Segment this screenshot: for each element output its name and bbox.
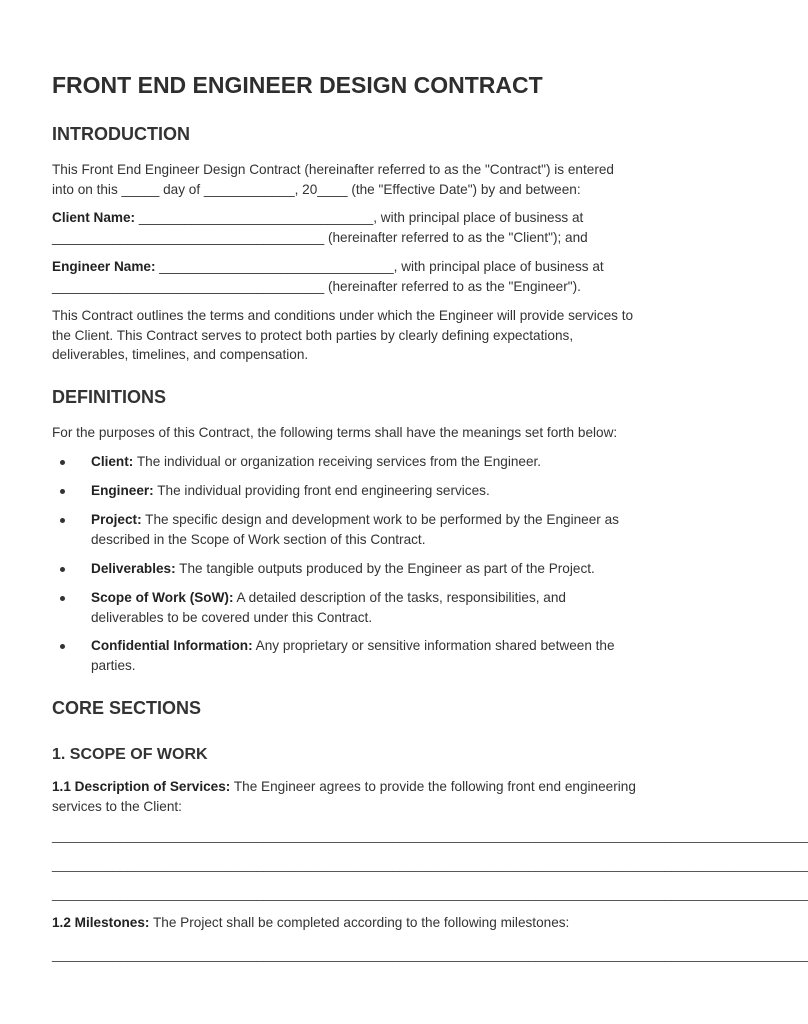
core-sections-heading: CORE SECTIONS [52,698,202,718]
description-of-services-text: The Engineer agrees to provide the following front end engineering [230,779,636,794]
engineer-name-label: Engineer Name: [52,259,156,274]
description-of-services-label: 1.1 Description of Services: [52,779,231,794]
client-name-line-2: ____________________________________ (hereinafter referred to as the "Client"); and [52,229,588,245]
bullet-icon [60,644,65,649]
bullet-icon [60,489,65,494]
bullet-icon [60,596,65,601]
definition-term: Project: [91,512,142,527]
definition-term: Confidential Information: [91,638,253,653]
services-blank-line-3: ____________________________________________________________________________________________________ [52,886,808,901]
outline-text-line-2: the Client. This Contract serves to protect both parties by clearly defining expectations, [52,327,574,343]
milestones-line [52,913,569,933]
definition-term: Engineer: [91,483,154,498]
engineer-name-line-1 [52,257,604,277]
description-of-services-line-1 [52,777,636,797]
definition-text: The individual or organization receiving services from the Engineer. [133,454,542,469]
definitions-heading: DEFINITIONS [52,387,167,407]
introduction-heading: INTRODUCTION [52,124,190,144]
client-name-line-1 [52,208,583,228]
definition-text-continued: parties. [91,657,136,673]
milestones-blank-line-1: ____________________________________________________________________________________________________ [52,947,808,962]
definition-text: The tangible outputs produced by the Engineer as part of the Project. [175,561,595,576]
milestones-text: The Project shall be completed according to the following milestones: [149,915,570,930]
definition-text: The specific design and development work to be performed by the Engineer as [141,512,619,527]
definition-text: The individual providing front end engineering services. [153,483,490,498]
definition-term: Client: [91,454,134,469]
engineer-name-blank: _______________________________, with principal place of business at [155,259,604,274]
page-title: FRONT END ENGINEER DESIGN CONTRACT [52,72,543,98]
definition-text-continued: deliverables to be covered under this Contract. [91,609,373,625]
description-of-services-line-2: services to the Client: [52,798,182,814]
outline-text-line-3: deliverables, timelines, and compensation. [52,347,309,362]
services-blank-line-2: ____________________________________________________________________________________________________ [52,857,808,872]
definition-term: Scope of Work (SoW): [91,590,234,605]
bullet-icon [60,567,65,572]
outline-text-line-1: This Contract outlines the terms and conditions under which the Engineer will provide services to [52,308,634,323]
client-name-blank: _______________________________, with principal place of business at [135,210,584,225]
definition-term: Deliverables: [91,561,176,576]
milestones-label: 1.2 Milestones: [52,915,150,930]
intro-text-line-2: into on this _____ day of ____________, 20____ (the "Effective Date") by and between: [52,181,581,197]
definition-text: Any proprietary or sensitive information shared between the [252,638,615,653]
engineer-name-line-2: ____________________________________ (hereinafter referred to as the "Engineer"). [52,278,581,294]
services-blank-line-1: ____________________________________________________________________________________________________ [52,828,808,843]
bullet-icon [60,518,65,523]
definition-text: A detailed description of the tasks, responsibilities, and [233,590,566,605]
definition-text-continued: described in the Scope of Work section of this Contract. [91,531,426,547]
intro-text-line-1: This Front End Engineer Design Contract (hereinafter referred to as the "Contract") is entered [52,162,614,177]
scope-of-work-heading: 1. SCOPE OF WORK [52,746,208,763]
definitions-intro: For the purposes of this Contract, the following terms shall have the meanings set forth below: [52,425,618,440]
client-name-label: Client Name: [52,210,136,225]
bullet-icon [60,460,65,465]
